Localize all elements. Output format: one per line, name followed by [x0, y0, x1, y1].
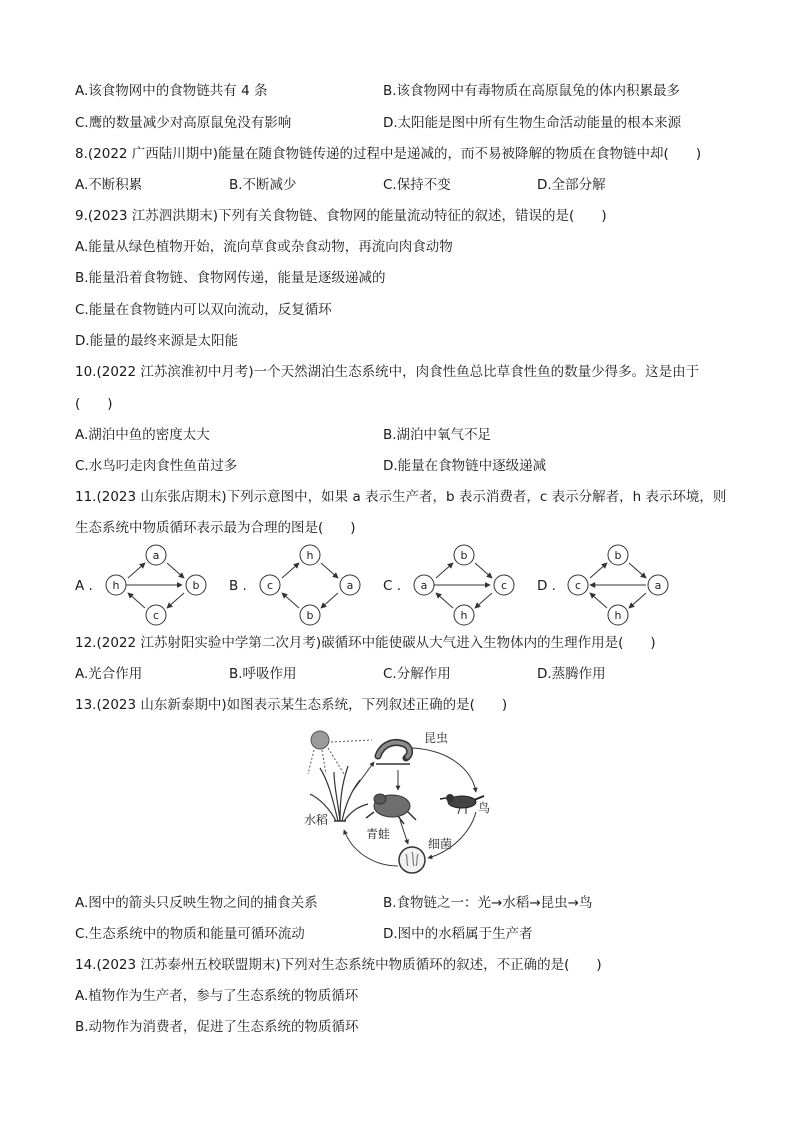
diagram-b-node-right	[340, 575, 360, 595]
svg-text:h: h	[460, 609, 468, 622]
q13-option-c: C.生态系统中的物质和能量可循环流动	[75, 926, 305, 942]
q11-option-c-label: C .	[383, 578, 402, 594]
q10-stem-continued: ( )	[75, 396, 113, 412]
q14-option-b: B.动物作为消费者，促进了生态系统的物质循环	[75, 1019, 359, 1035]
q9-option-c: C.能量在食物链内可以双向流动，反复循环	[75, 302, 332, 318]
q11-option-d-label: D .	[537, 578, 556, 594]
svg-text:a: a	[152, 549, 160, 562]
svg-text:b: b	[192, 579, 200, 592]
q11-option-a-label: A .	[75, 578, 93, 594]
q10-stem: 10.(2022 江苏滨淮初中月考)一个天然湖泊生态系统中，肉食性鱼总比草食性鱼的数量少得多。这是由于	[75, 364, 700, 380]
q10-options-row-2	[75, 456, 735, 476]
svg-text:c: c	[152, 609, 160, 622]
svg-text:h: h	[614, 609, 622, 622]
q8-option-d: D.全部分解	[537, 177, 606, 193]
label-frog: 青蛙	[366, 827, 391, 841]
diagram-c-node-bottom	[454, 605, 474, 625]
q7-option-a: A.该食物网中的食物链共有 4 条	[75, 83, 268, 99]
q12-stem: 12.(2022 江苏射阳实验中学第二次月考)碳循环中能使碳从大气进入生物体内的生理作用是( )	[75, 635, 656, 651]
frog-icon	[366, 794, 416, 824]
svg-text:b: b	[460, 549, 468, 562]
q13-ecosystem-figure	[300, 726, 500, 882]
q12-option-a: A.光合作用	[75, 666, 143, 682]
q8-stem: 8.(2022 广西陆川期中)能量在随食物链传递的过程中是递减的，而不易被降解的物质在食物链中却( )	[75, 146, 702, 162]
q10-option-d: D.能量在食物链中逐级递减	[383, 458, 547, 474]
q10-option-a: A.湖泊中鱼的密度太大	[75, 427, 210, 443]
insect-icon	[376, 743, 410, 765]
q8-option-c: C.保持不变	[383, 177, 451, 193]
diagram-d-node-top	[608, 545, 628, 565]
q11-stem: 11.(2023 山东张店期末)下列示意图中，如果 a 表示生产者，b 表示消费者，c 表示分解者，h 表示环境，则	[75, 489, 727, 505]
diagram-a-node-right	[186, 575, 206, 595]
label-rice: 水稻	[304, 813, 329, 827]
diagram-b-node-top	[300, 545, 320, 565]
diagram-a-node-top	[146, 545, 166, 565]
label-bird: 鸟	[478, 801, 491, 815]
svg-text:b: b	[306, 609, 314, 622]
svg-text:c: c	[266, 579, 274, 592]
q9-option-b: B.能量沿着食物链、食物网传递，能量是逐级递减的	[75, 270, 386, 286]
q10-option-b: B.湖泊中氧气不足	[383, 427, 492, 443]
q12-option-d: D.蒸腾作用	[537, 666, 606, 682]
svg-text:h: h	[306, 549, 314, 562]
q11-diagram-a	[92, 543, 220, 627]
q14-option-a: A.植物作为生产者，参与了生态系统的物质循环	[75, 988, 359, 1004]
q7-options-row-1	[75, 81, 735, 101]
q12-option-c: C.分解作用	[383, 666, 451, 682]
q11-stem-continued: 生态系统中物质循环表示最为合理的图是( )	[75, 520, 356, 536]
q11-diagram-d	[554, 543, 682, 627]
q14-stem: 14.(2023 江苏泰州五校联盟期末)下列对生态系统中物质循环的叙述，不正确的是( )	[75, 957, 602, 973]
q7-option-c: C.鹰的数量减少对高原鼠兔没有影响	[75, 115, 292, 131]
diagram-d-node-right	[648, 575, 668, 595]
q12-option-b: B.呼吸作用	[229, 666, 297, 682]
q11-diagram-c	[400, 543, 528, 627]
q9-option-d: D.能量的最终来源是太阳能	[75, 333, 239, 349]
q9-option-a: A.能量从绿色植物开始，流向草食或杂食动物，再流向肉食动物	[75, 239, 453, 255]
svg-text:c: c	[574, 579, 582, 592]
svg-text:b: b	[614, 549, 622, 562]
q13-option-d: D.图中的水稻属于生产者	[383, 926, 533, 942]
svg-text:h: h	[112, 579, 120, 592]
q8-option-b: B.不断减少	[229, 177, 297, 193]
q7-options-row-2	[75, 113, 735, 133]
diagram-c-node-left	[414, 575, 434, 595]
svg-text:a: a	[654, 579, 662, 592]
label-insect: 昆虫	[424, 731, 449, 745]
q10-option-c: C.水鸟叼走肉食性鱼苗过多	[75, 458, 238, 474]
diagram-c-node-right	[494, 575, 514, 595]
q13-options-row-2	[75, 924, 735, 944]
q11-option-b-label: B .	[229, 578, 247, 594]
q13-options-row-1	[75, 893, 735, 913]
svg-text:c: c	[500, 579, 508, 592]
q7-option-b: B.该食物网中有毒物质在高原鼠兔的体内积累最多	[383, 83, 681, 99]
diagram-b-node-left	[260, 575, 280, 595]
q8-option-a: A.不断积累	[75, 177, 143, 193]
q12-options	[75, 664, 735, 684]
q7-option-d: D.太阳能是图中所有生物生命活动能量的根本来源	[383, 115, 682, 131]
diagram-d-node-bottom	[608, 605, 628, 625]
label-bacteria: 细菌	[428, 837, 453, 851]
svg-text:a: a	[346, 579, 354, 592]
diagram-c-node-top	[454, 545, 474, 565]
q13-option-b: B.食物链之一：光→水稻→昆虫→鸟	[383, 895, 593, 911]
svg-text:a: a	[420, 579, 428, 592]
q10-options-row-1	[75, 425, 735, 445]
q8-options	[75, 175, 735, 195]
q11-diagram-b	[246, 543, 374, 627]
diagram-d-node-left	[568, 575, 588, 595]
q9-stem: 9.(2023 江苏泗洪期末)下列有关食物链、食物网的能量流动特征的叙述，错误的是( )	[75, 208, 607, 224]
q13-option-a: A.图中的箭头只反映生物之间的捕食关系	[75, 895, 318, 911]
sun-icon	[311, 731, 329, 749]
q13-stem: 13.(2023 山东新泰期中)如图表示某生态系统，下列叙述正确的是( )	[75, 697, 508, 713]
diagram-a-node-bottom	[146, 605, 166, 625]
diagram-a-node-left	[106, 575, 126, 595]
diagram-b-node-bottom	[300, 605, 320, 625]
bacteria-icon	[399, 847, 425, 873]
